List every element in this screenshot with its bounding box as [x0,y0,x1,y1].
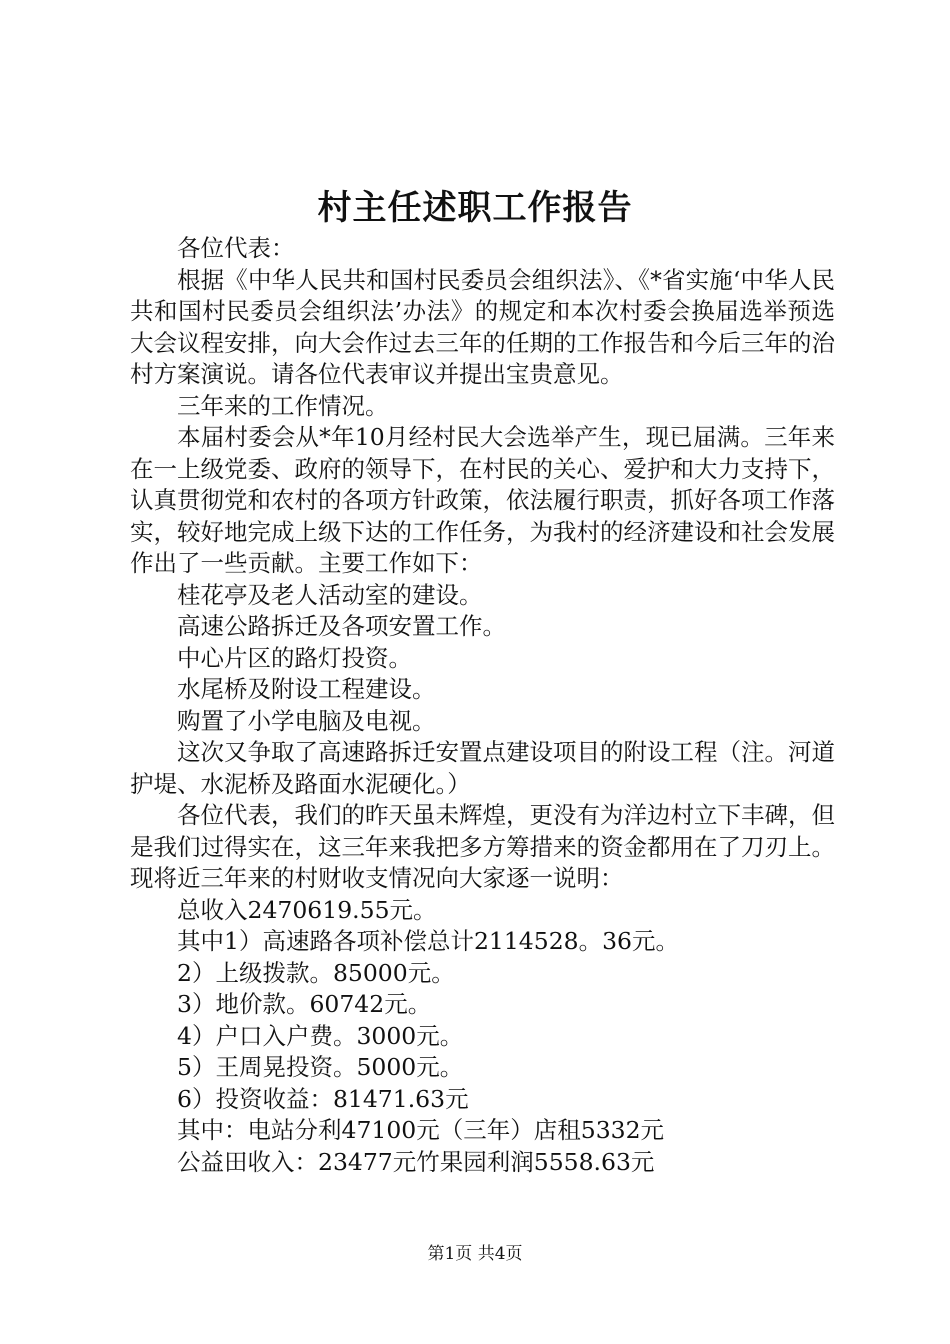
finance-item: 4）户口入户费。3000元。 [177,1021,464,1050]
paragraph-additional-project: 这次又争取了高速路拆迁安置点建设项目的附设工程（注。河道护堤、水泥桥及路面水泥硬化。） [130,738,835,798]
finance-item: 6）投资收益：81471.63元 [177,1084,469,1113]
paragraph-section-heading: 三年来的工作情况。 [177,391,389,420]
paragraph-intro: 根据《中华人民共和国村民委员会组织法》、《*省实施‘中华人民共和国村民委员会组织法’办法》的规定和本次村委会换届选举预选大会议程安排，向大会作过去三年的任期的工作报告和今后三年的治村方案演说。请各位代表审议并提出宝贵意见。 [130,265,835,388]
finance-item: 3）地价款。60742元。 [177,990,432,1018]
paragraph-summary: 本届村委会从*年10月经村民大会选举产生，现已届满。三年来在一上级党委、政府的领导下，在村民的关心、爱护和大力支持下，认真贯彻党和农村的各项方针政策，依法履行职责，抓好各项工作落实，较好地完成上级下达的工作任务，为我村的经济建设和社会发展作出了一些贡献。主要工作如下： [130,423,835,577]
document-body [130,233,835,1178]
list-item: 桂花亭及老人活动室的建设。 [177,580,483,609]
finance-detail: 其中：电站分利47100元（三年）店租5332元 [177,1116,665,1144]
finance-total-income: 总收入2470619.55元。 [177,895,437,924]
paragraph-finance-intro: 各位代表，我们的昨天虽未辉煌，更没有为洋边村立下丰碑，但是我们过得实在，这三年来我把多方筹措来的资金都用在了刀刃上。现将近三年来的村财收支情况向大家逐一说明： [130,801,835,892]
document-title: 村主任述职工作报告 [317,188,633,228]
list-item: 水尾桥及附设工程建设。 [177,675,436,703]
finance-item: 5）王周晃投资。5000元。 [177,1053,464,1081]
list-item: 中心片区的路灯投资。 [177,643,412,672]
paragraph-salutation: 各位代表： [177,234,295,262]
page-number: 第1页 共4页 [427,1244,523,1264]
finance-item: 其中1）高速路各项补偿总计2114528。36元。 [177,927,680,955]
list-item: 购置了小学电脑及电视。 [177,706,436,735]
finance-detail: 公益田收入：23477元竹果园利润5558.63元 [177,1147,655,1176]
list-item: 高速公路拆迁及各项安置工作。 [177,612,506,640]
finance-item: 2）上级拨款。85000元。 [177,958,455,987]
